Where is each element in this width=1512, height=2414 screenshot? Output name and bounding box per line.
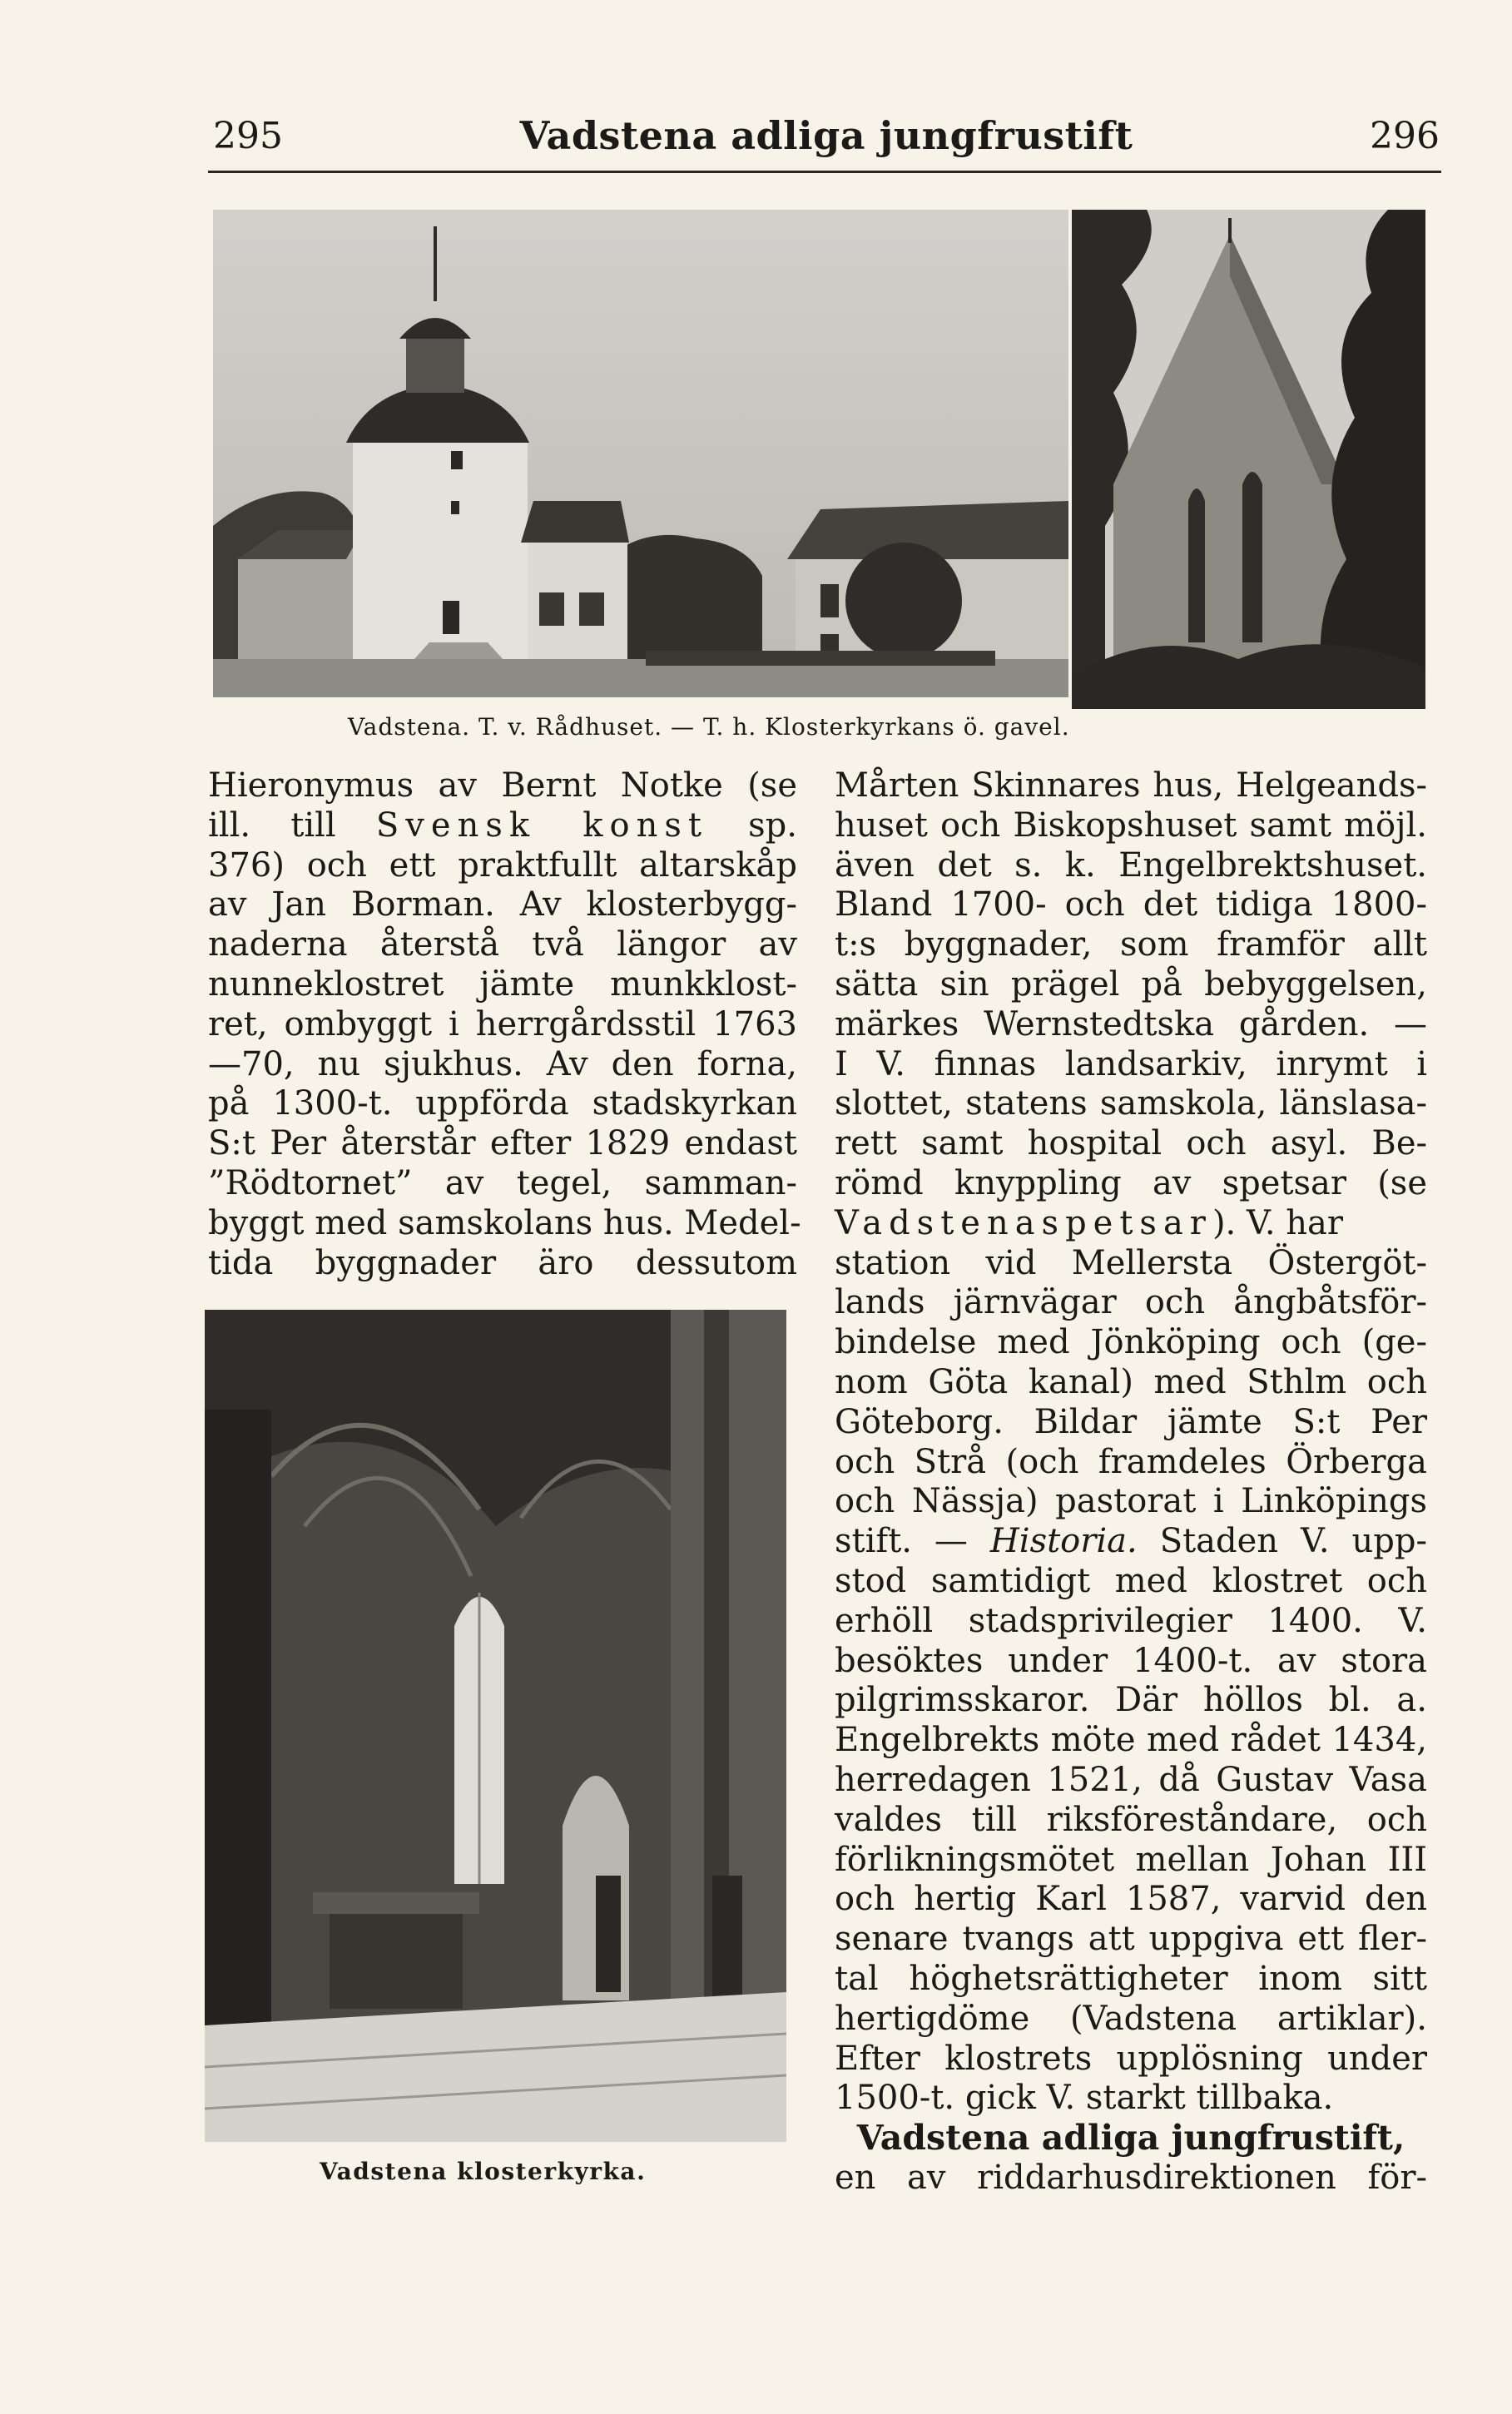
text-line: S:t Per återstår efter 1829 endast [208, 1124, 797, 1163]
text-line: och hertig Karl 1587, varvid den [835, 1880, 1427, 1919]
text-line: pilgrimsskaror. Där höllos bl. a. [835, 1681, 1427, 1720]
text-line: bindelse med Jönköping och (ge- [835, 1323, 1427, 1362]
text-line: av Jan Borman. Av klosterbygg- [208, 885, 797, 924]
text-line: valdes till riksföreståndare, och [835, 1800, 1427, 1839]
text-line: hertigdöme (Vadstena artiklar). [835, 1999, 1427, 2038]
text-line: en av riddarhusdirektionen för- [835, 2158, 1427, 2197]
text-line: stift. — Historia. Staden V. upp- [835, 1522, 1428, 1561]
right-column [835, 766, 1427, 2198]
text-line: ret, ombyggt i herrgårdsstil 1763 [208, 1004, 797, 1043]
text-line: 376) och ett praktfullt altarskåp [208, 845, 797, 885]
page-number-right: 296 [1370, 115, 1440, 157]
text-line: Hieronymus av Bernt Notke (se [208, 766, 797, 805]
text-line: —70, nu sjukhus. Av den forna, [208, 1044, 797, 1083]
text-line: även det s. k. Engelbrektshuset. [835, 845, 1427, 885]
text-line: märkes Wernstedtska gården. — [835, 1004, 1427, 1043]
text-line: stod samtidigt med klostret och [835, 1561, 1427, 1600]
text-line: huset och Biskopshuset samt möjl. [835, 805, 1427, 845]
entry-heading: Vadstena adliga jungfrustift, [856, 2118, 1405, 2159]
text-line: Efter klostrets upplösning under [835, 2039, 1427, 2078]
text-line: ill. till Svensk konst sp. [208, 805, 797, 845]
photo-klosterkyrkans-gavel [1072, 210, 1425, 709]
text-line: förlikningsmötet mellan Johan III [835, 1840, 1427, 1879]
text-line: römd knyppling av spetsar (se [835, 1163, 1427, 1202]
text-line: lands järnvägar och ångbåtsför- [835, 1283, 1427, 1322]
text-line: erhöll stadsprivilegier 1400. V. [835, 1601, 1427, 1640]
text-line: besöktes under 1400-t. av stora [835, 1641, 1427, 1680]
text-line: Göteborg. Bildar jämte S:t Per [835, 1402, 1427, 1441]
photo-radhuset [213, 210, 1068, 697]
text-line: Engelbrekts möte med rådet 1434, [835, 1721, 1427, 1760]
page-header [213, 108, 1440, 166]
header-rule [208, 171, 1441, 173]
text-line: herredagen 1521, då Gustav Vasa [835, 1760, 1427, 1799]
text-line: 1500-t. gick V. starkt tillbaka. [835, 2079, 1334, 2118]
text-line: byggt med samskolans hus. Medel- [208, 1203, 801, 1242]
text-line: sätta sin prägel på bebyggelsen, [835, 964, 1427, 1004]
text-line: nom Göta kanal) med Sthlm och [835, 1362, 1427, 1401]
text-line: på 1300-t. uppförda stadskyrkan [208, 1084, 797, 1123]
text-line: ”Rödtornet” av tegel, samman- [208, 1163, 797, 1202]
text-line: och Strå (och framdeles Örberga [835, 1442, 1427, 1481]
section-label-historia: Historia. [989, 1522, 1138, 1561]
text-line: Mårten Skinnares hus, Helgeands- [835, 766, 1427, 805]
photo-klosterkyrka-interior [205, 1310, 786, 2142]
left-column [208, 766, 801, 1283]
text-line: tal höghetsrättigheter inom sitt [835, 1959, 1427, 1998]
text-line: senare tvangs att uppgiva ett fler- [835, 1920, 1427, 1959]
caption-church: Vadstena klosterkyrka. [320, 2158, 647, 2185]
text-line: Vadstenaspetsar). V. har [835, 1203, 1344, 1242]
text-line: nunneklostret jämte munkklost- [208, 964, 797, 1004]
cross-reference: Svensk konst [375, 805, 708, 845]
text-line: rett samt hospital och asyl. Be- [835, 1124, 1427, 1163]
page-number-left: 295 [213, 115, 283, 157]
text-line: I V. finnas landsarkiv, inrymt i [835, 1044, 1427, 1083]
text-line: slottet, statens samskola, länslasa- [835, 1084, 1427, 1123]
caption-top: Vadstena. T. v. Rådhuset. — T. h. Klosterkyrkans ö. gavel. [348, 713, 1070, 741]
text-line: och Nässja) pastorat i Linköpings [835, 1482, 1427, 1521]
running-title: Vadstena adliga jungfrustift [519, 113, 1133, 158]
text-line: naderna återstå två längor av [208, 925, 797, 964]
text-line: station vid Mellersta Östergöt- [835, 1243, 1427, 1282]
cross-reference: Vadstenaspetsar [835, 1203, 1212, 1242]
text-line: tida byggnader äro dessutom [208, 1243, 797, 1282]
text-line: Bland 1700- och det tidiga 1800- [835, 885, 1427, 924]
text-line: t:s byggnader, som framför allt [835, 925, 1427, 964]
